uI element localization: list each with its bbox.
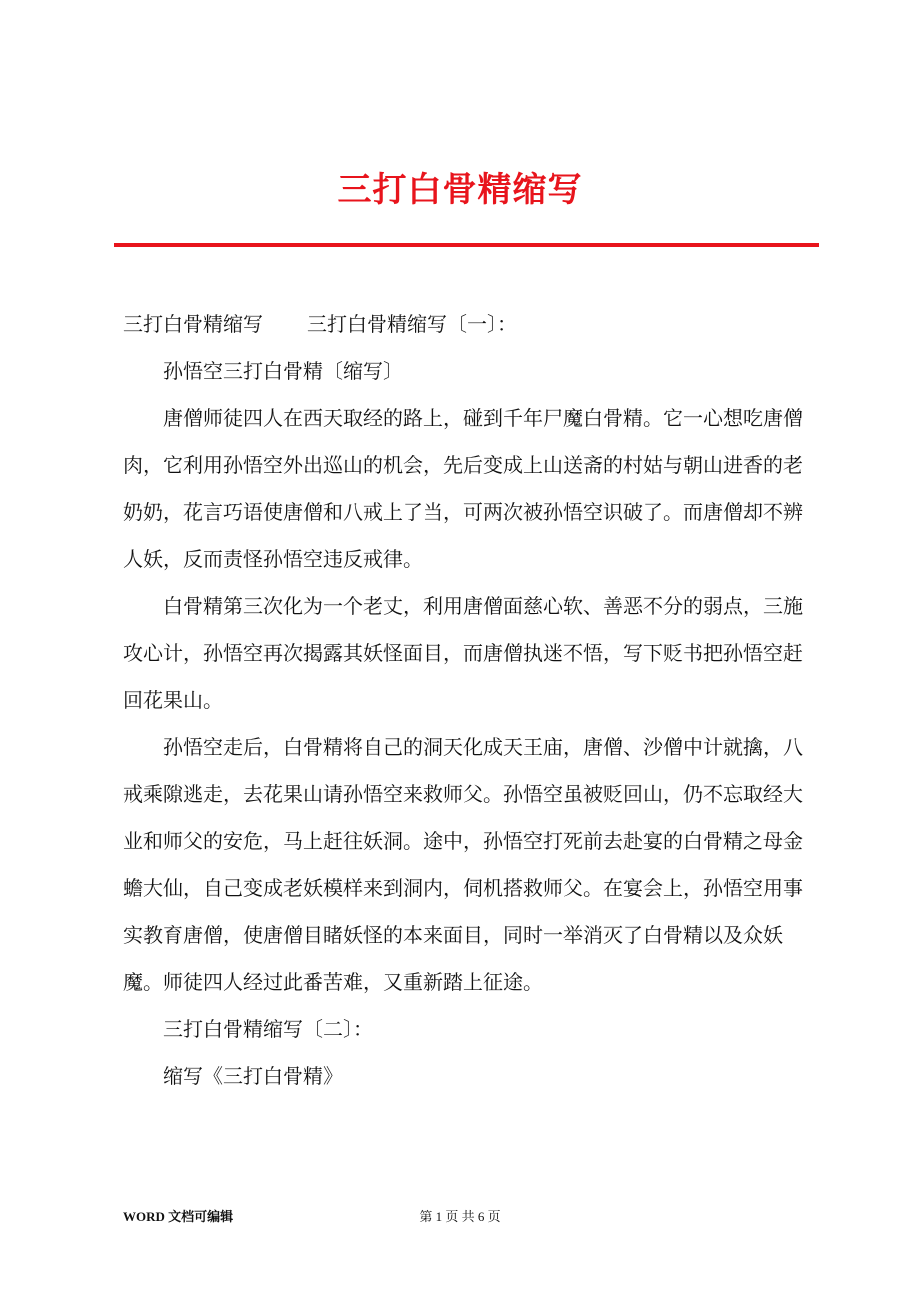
document-title: 三打白骨精缩写 bbox=[337, 170, 583, 210]
page-number: 第 1 页 共 6 页 bbox=[419, 1209, 501, 1224]
footer-label: WORD 文档可编辑 bbox=[123, 1209, 234, 1224]
document-body bbox=[123, 301, 813, 1100]
first-line-left: 三打白骨精缩写 bbox=[123, 312, 263, 336]
first-line-right: 三打白骨精缩写〔一〕： bbox=[307, 312, 517, 336]
paragraph: 孙悟空走后，白骨精将自己的洞天化成天王庙，唐僧、沙僧中计就擒，八戒乘隙逃走，去花果山请孙悟空来救师父。孙悟空虽被贬回山，仍不忘取经大业和师父的安危，马上赶往妖洞。途中，孙悟空打死前去赴宴的白骨精之母金蟾大仙，自己变成老妖模样来到洞内，伺机搭救师父。在宴会上，孙悟空用事实教育唐僧，使唐僧目睹妖怪的本来面目，同时一举消灭了白骨精以及众妖魔。师徒四人经过此番苦难，又重新踏上征途。 bbox=[123, 735, 803, 994]
page-footer bbox=[0, 1206, 920, 1228]
paragraph: 孙悟空三打白骨精〔缩写〕 bbox=[163, 359, 403, 383]
paragraph: 唐僧师徒四人在西天取经的路上，碰到千年尸魔白骨精。它一心想吃唐僧肉，它利用孙悟空外出巡山的机会，先后变成上山送斋的村姑与朝山进香的老奶奶，花言巧语使唐僧和八戒上了当，可两次被孙悟空识破了。而唐僧却不辨人妖，反而责怪孙悟空违反戒律。 bbox=[123, 406, 803, 571]
first-line bbox=[123, 301, 813, 348]
paragraph: 白骨精第三次化为一个老丈，利用唐僧面慈心软、善恶不分的弱点，三施攻心计，孙悟空再次揭露其妖怪面目，而唐僧执迷不悟，写下贬书把孙悟空赶回花果山。 bbox=[123, 594, 803, 712]
paragraph: 三打白骨精缩写〔二〕： bbox=[163, 1017, 373, 1041]
paragraph: 缩写《三打白骨精》 bbox=[163, 1064, 343, 1088]
title-divider bbox=[114, 243, 819, 247]
